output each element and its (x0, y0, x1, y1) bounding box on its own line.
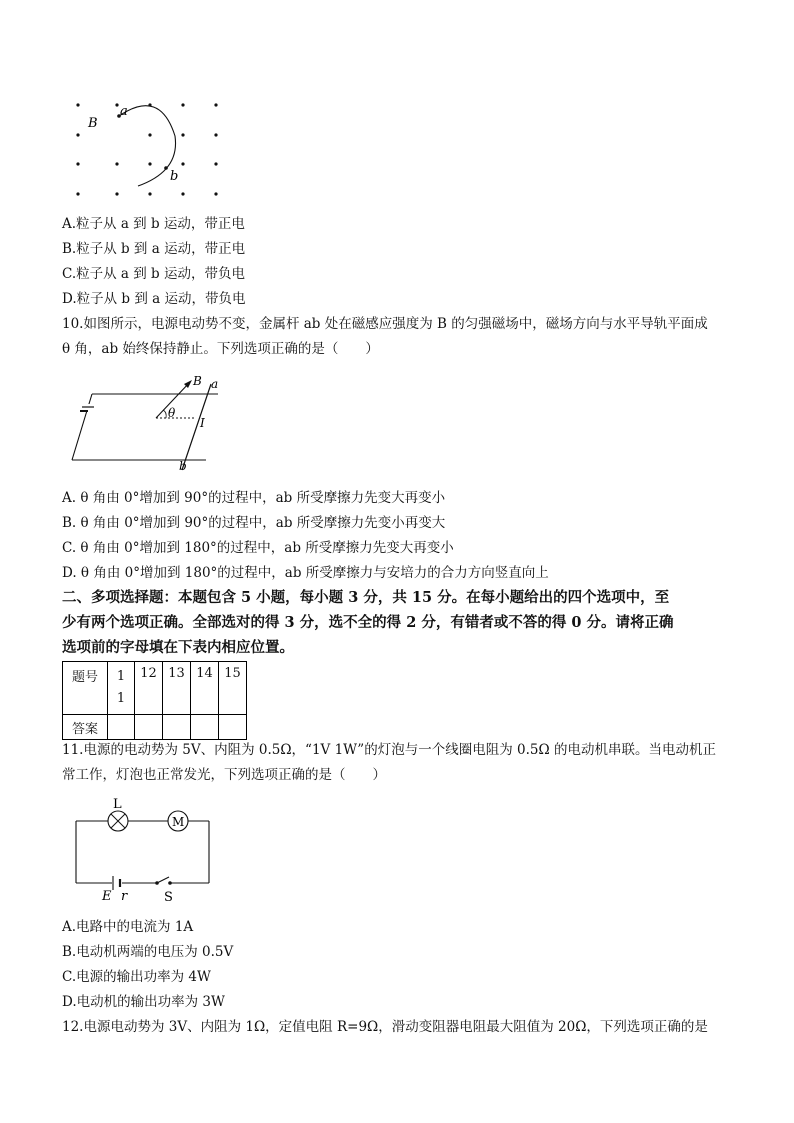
header-cell-number: 题号 (63, 662, 108, 715)
q11-option-c: C.电源的输出功率为 4W (62, 969, 211, 985)
label-S: S (164, 890, 173, 905)
q10-option-b: B. θ 角由 0°增加到 90°的过程中，ab 所受摩擦力先变小再变大 (62, 515, 446, 531)
label-L: L (113, 797, 122, 812)
answer-cell[interactable] (135, 715, 163, 740)
label-theta: θ (168, 406, 176, 420)
header-cell-answer: 答案 (63, 715, 108, 740)
q11-stem-line1: 11.电源的电动势为 5V、内阻为 0.5Ω，“1V 1W”的灯泡与一个线圈电阻为 0.5Ω 的电动机串联。当电动机正 (62, 742, 716, 758)
number-cell: 13 (163, 662, 191, 715)
q9-option-d: D.粒子从 b 到 a 运动，带负电 (62, 291, 246, 307)
label-a: a (211, 377, 219, 391)
section2-line3: 选项前的字母填在下表内相应位置。 (62, 639, 294, 656)
magnetic-field-figure (70, 96, 230, 200)
table-row (63, 715, 247, 740)
answer-cell[interactable] (163, 715, 191, 740)
label-a: a (120, 104, 128, 119)
table-row (63, 662, 247, 715)
label-B: B (193, 374, 202, 388)
q9-option-c: C.粒子从 a 到 b 运动，带负电 (62, 266, 245, 282)
switch-icon (155, 877, 172, 885)
label-b: b (170, 169, 179, 184)
number-cell: 1 1 (108, 662, 135, 715)
q10-option-c: C. θ 角由 0°增加到 180°的过程中，ab 所受摩擦力先变大再变小 (62, 540, 454, 556)
q9-option-b: B.粒子从 b 到 a 运动，带正电 (62, 241, 246, 257)
label-E: E (102, 889, 112, 904)
q10-option-d: D. θ 角由 0°增加到 180°的过程中，ab 所受摩擦力与安培力的合力方向竖直向上 (62, 565, 549, 581)
answer-cell[interactable] (219, 715, 247, 740)
battery-icon (113, 876, 120, 890)
lamp-icon (108, 811, 128, 831)
label-B: B (88, 116, 98, 131)
rod-ab (182, 384, 211, 470)
q12-stem-line1: 12.电源电动势为 3V、内阻为 1Ω，定值电阻 R=9Ω，滑动变阻器电阻最大阻值为 20Ω，下列选项正确的是 (62, 1019, 708, 1035)
answer-cell[interactable] (191, 715, 219, 740)
number-cell: 14 (191, 662, 219, 715)
q11-option-d: D.电动机的输出功率为 3W (62, 994, 225, 1010)
motor-icon (168, 811, 188, 831)
circuit-figure (66, 794, 216, 906)
answer-cell[interactable] (108, 715, 135, 740)
rail-figure (66, 372, 226, 476)
number-cell: 15 (219, 662, 247, 715)
q10-option-a: A. θ 角由 0°增加到 90°的过程中，ab 所受摩擦力先变大再变小 (62, 490, 446, 506)
q11-option-a: A.电路中的电流为 1A (62, 919, 194, 935)
label-M: M (172, 815, 185, 829)
answer-table (62, 661, 247, 740)
section2-line2: 少有两个选项正确。全部选对的得 3 分，选不全的得 2 分，有错者或不答的得 0 分。请将正确 (62, 614, 674, 631)
q9-option-a: A.粒子从 a 到 b 运动，带正电 (62, 216, 245, 232)
label-b: b (179, 459, 187, 473)
number-cell: 12 (135, 662, 163, 715)
q11-stem-line2: 常工作，灯泡也正常发光，下列选项正确的是（ ） (62, 767, 386, 783)
q10-stem-line1: 10.如图所示，电源电动势不变，金属杆 ab 处在磁感应强度为 B 的匀强磁场中，磁场方向与水平导轨平面成 (62, 316, 708, 332)
q11-option-b: B.电动机两端的电压为 0.5V (62, 944, 234, 960)
label-r: r (121, 889, 128, 904)
q10-stem-line2: θ 角，ab 始终保持静止。下列选项正确的是（ ） (62, 341, 379, 357)
section2-line1: 二、多项选择题：本题包含 5 小题，每小题 3 分，共 15 分。在每小题给出的四个选项中，至 (62, 589, 670, 606)
label-I: I (200, 416, 205, 430)
